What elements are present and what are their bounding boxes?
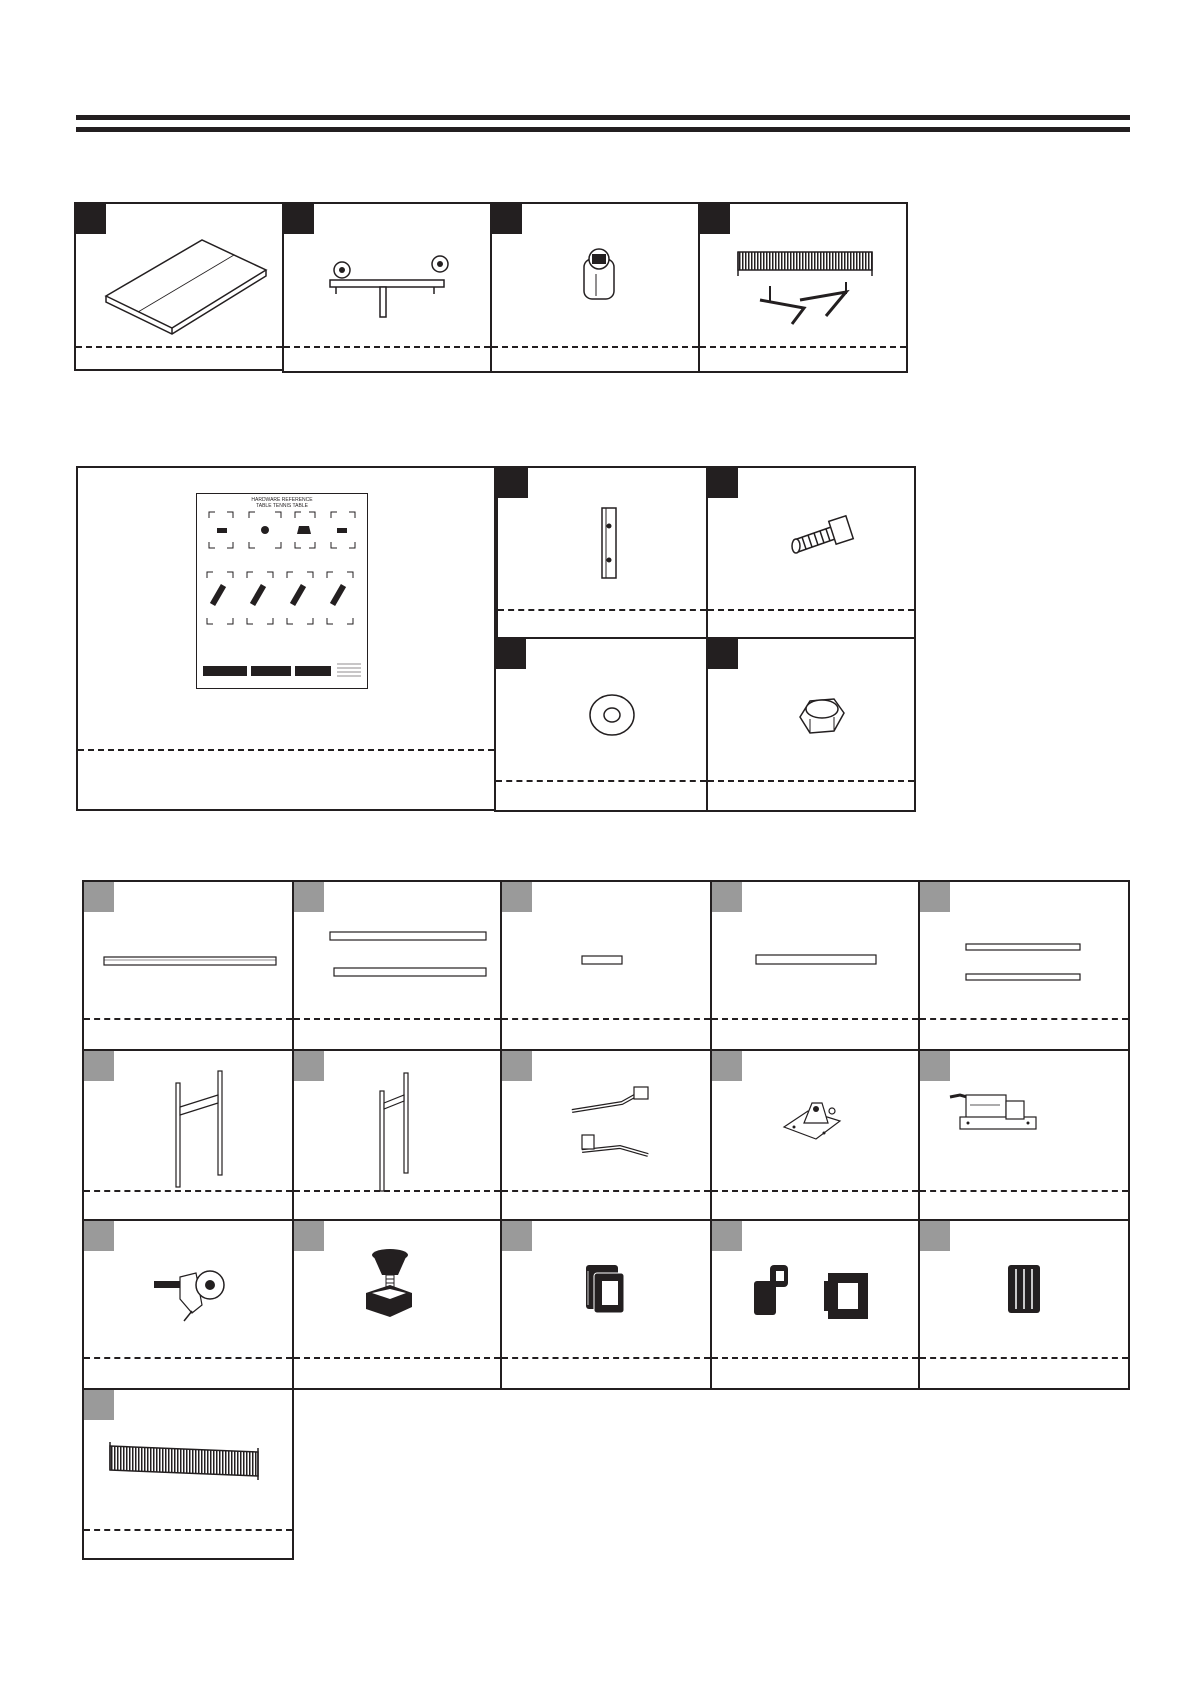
dashed-divider	[712, 1190, 918, 1192]
dashed-divider	[84, 1529, 292, 1531]
part-cell-h-leg-frame	[82, 1049, 294, 1221]
dashed-divider	[712, 1018, 918, 1020]
part-cell-beam-pair	[292, 880, 502, 1051]
part-cell-table-top	[74, 202, 284, 371]
part-cell-washer	[494, 637, 708, 812]
part-cell-corner-protector	[490, 202, 700, 373]
header-rule-bottom	[76, 127, 1130, 132]
part-cell-bolt	[706, 466, 916, 641]
dashed-divider	[294, 1018, 500, 1020]
dashed-divider	[84, 1190, 292, 1192]
long-beam-image	[84, 882, 294, 1051]
part-cell-lock-nut	[706, 637, 916, 812]
net-clamp-image	[920, 1221, 1130, 1390]
net-image	[84, 1390, 294, 1560]
part-cell-leveling-foot	[292, 1219, 502, 1390]
part-cell-long-beam	[82, 880, 294, 1051]
dashed-divider	[498, 609, 706, 611]
part-cell-thin-rail-pair	[918, 880, 1130, 1051]
part-cell-medium-beam	[710, 880, 920, 1051]
hardware-reference-sheet	[196, 493, 368, 689]
leveling-foot-image	[294, 1221, 502, 1390]
dashed-divider	[920, 1190, 1128, 1192]
part-cell-net	[82, 1388, 294, 1560]
part-cell-caster-wheel	[82, 1219, 294, 1390]
bolt-image	[708, 468, 916, 641]
part-cell-hinge-plate	[710, 1049, 920, 1221]
dashed-divider	[920, 1357, 1128, 1359]
part-cell-u-channel-bracket	[496, 466, 708, 641]
part-cell-wheel-leg-frame	[282, 202, 492, 373]
header-rule-top	[76, 115, 1130, 120]
sheet-caption: HARDWARE REFERENCE	[251, 497, 313, 503]
dashed-divider	[502, 1190, 710, 1192]
part-cell-short-block	[500, 880, 712, 1051]
dashed-divider	[78, 749, 494, 751]
thin-rail-pair-image	[920, 882, 1130, 1051]
part-cell-clip-pair	[710, 1219, 920, 1390]
dashed-divider	[294, 1190, 500, 1192]
beam-pair-image	[294, 882, 502, 1051]
part-cell-square-end-cap	[500, 1219, 712, 1390]
sheet-contents-image	[197, 494, 369, 690]
medium-beam-image	[712, 882, 920, 1051]
part-cell-latch-bracket	[918, 1049, 1130, 1221]
dashed-divider	[920, 1018, 1128, 1020]
latch-bracket-image	[920, 1051, 1130, 1221]
dashed-divider	[76, 346, 282, 348]
short-block-image	[502, 882, 712, 1051]
part-cell-l-leg-frame	[292, 1049, 502, 1221]
dashed-divider	[284, 346, 490, 348]
u-channel-bracket-image	[498, 468, 708, 641]
hinge-plate-image	[712, 1051, 920, 1221]
part-cell-folding-brace-pair	[500, 1049, 712, 1221]
clip-pair-image	[712, 1221, 920, 1390]
l-leg-frame-image	[294, 1051, 502, 1221]
part-cell-net-and-post-set	[698, 202, 908, 373]
dashed-divider	[496, 780, 706, 782]
dashed-divider	[502, 1357, 710, 1359]
h-leg-frame-image	[84, 1051, 294, 1221]
lock-nut-image	[708, 639, 916, 812]
dashed-divider	[502, 1018, 710, 1020]
dashed-divider	[708, 609, 914, 611]
washer-image	[496, 639, 708, 812]
dashed-divider	[712, 1357, 918, 1359]
dashed-divider	[84, 1018, 292, 1020]
sheet-subtitle: TABLE TENNIS TABLE	[256, 503, 308, 509]
caster-wheel-image	[84, 1221, 294, 1390]
dashed-divider	[700, 346, 906, 348]
square-end-cap-image	[502, 1221, 712, 1390]
dashed-divider	[492, 346, 698, 348]
dashed-divider	[84, 1357, 292, 1359]
dashed-divider	[708, 780, 914, 782]
folding-brace-pair-image	[502, 1051, 712, 1221]
dashed-divider	[294, 1357, 500, 1359]
part-cell-net-clamp	[918, 1219, 1130, 1390]
